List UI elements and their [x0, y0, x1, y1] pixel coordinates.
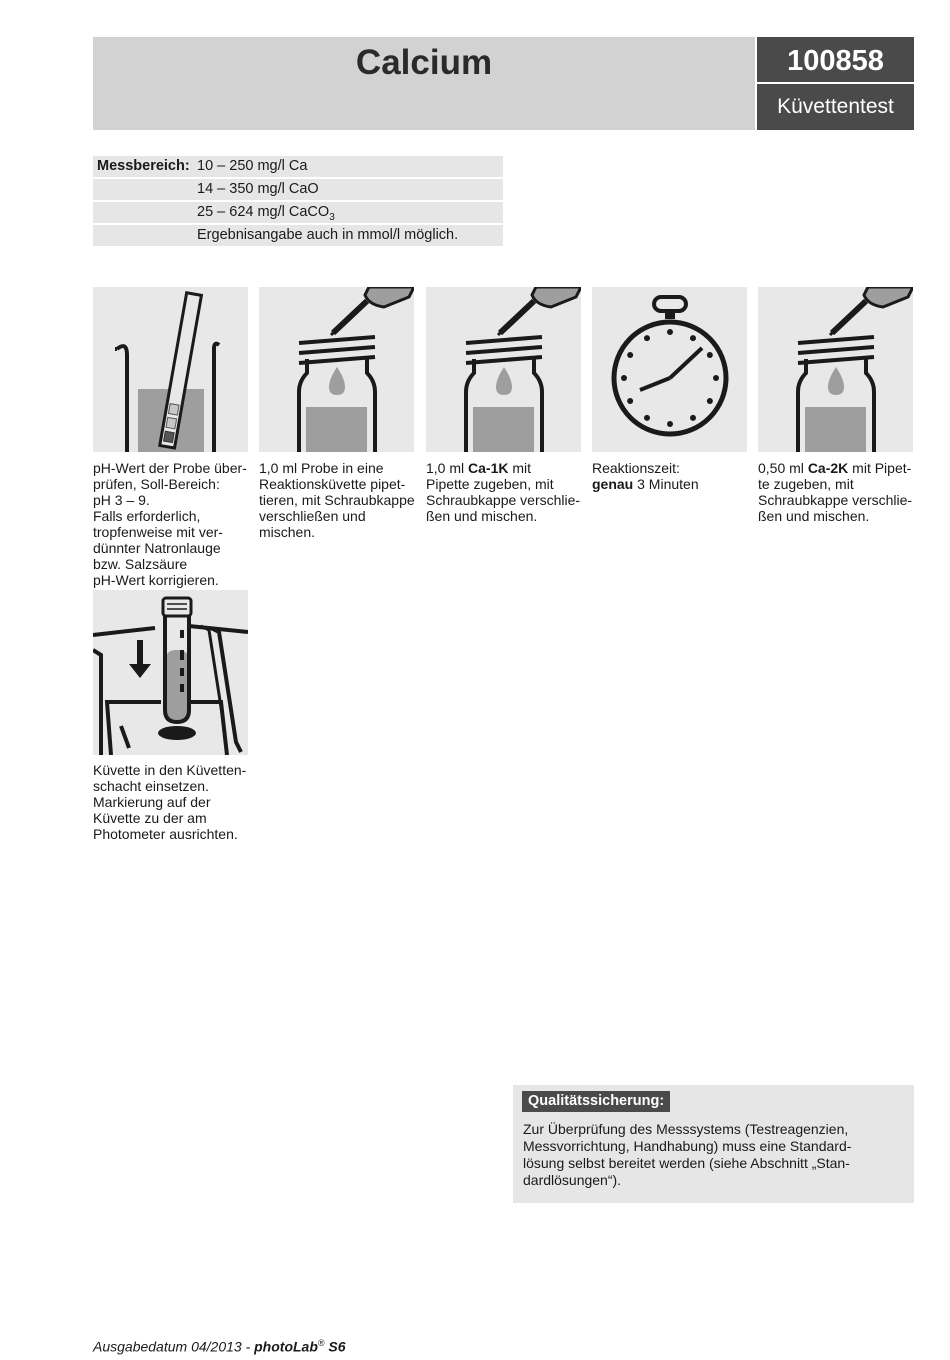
stopwatch-tick [644, 335, 650, 341]
range-value: 10 – 250 mg/l Ca [197, 158, 308, 174]
stopwatch-tick [627, 398, 633, 404]
quality-assurance-box [513, 1085, 914, 1203]
cuvette-pipette-illustration [758, 287, 913, 452]
step-6-text: Küvette in den Küvetten- schacht einsetzen. Markierung auf der Küvette zu der am Photometer ausrichten. [93, 762, 247, 842]
step-2-text: 1,0 ml Probe in eine Reaktionsküvette pipet- tieren, mit Schraubkappe verschließen und mischen. [259, 460, 415, 540]
range-row [93, 156, 503, 177]
stopwatch-tick [667, 329, 673, 335]
test-type-label: Küvettentest [757, 84, 914, 130]
range-row [93, 202, 503, 223]
article-number: 100858 [757, 37, 914, 82]
stopwatch-illustration [592, 287, 747, 452]
range-value: Ergebnisangabe auch in mmol/l möglich. [197, 227, 459, 243]
stopwatch-tick [621, 375, 627, 381]
stopwatch-tick [667, 421, 673, 427]
quality-assurance-title: Qualitätssicherung: [522, 1091, 670, 1112]
step-3-text: 1,0 ml Ca-1K mit Pipette zugeben, mit Schraubkappe verschlie- ßen und mischen. [426, 460, 581, 524]
quality-assurance-text: Zur Überprüfung des Messsystems (Testreagenzien, Messvorrichtung, Handhabung) muss eine Standard- lösung selbst bereitet werden (siehe Abschnitt „Stan- dardlösungen“). [523, 1121, 852, 1188]
step-1-text: pH-Wert der Probe über- prüfen, Soll-Bereich: pH 3 – 9. Falls erforderlich, tropfenweise mit ver- dünnter Natronlauge bzw. Salzsäure pH-Wert korrigieren. [93, 460, 247, 588]
stopwatch-tick [707, 398, 713, 404]
stopwatch-tick [707, 352, 713, 358]
page-title: Calcium [355, 43, 493, 82]
step-5-text: 0,50 ml Ca-2K mit Pipet- te zugeben, mit Schraubkappe verschlie- ßen und mischen. [758, 460, 913, 524]
range-row [93, 225, 503, 246]
stopwatch-tick [690, 335, 696, 341]
header-title-bar [93, 37, 755, 130]
beaker-ph-strip-illustration [93, 287, 248, 452]
range-value: 25 – 624 mg/l CaCO$_3$ [197, 204, 335, 223]
range-row [93, 179, 503, 200]
cuvette-insert-photometer-illustration [93, 590, 248, 755]
range-label: Messbereich: [97, 158, 190, 174]
footer: Ausgabedatum 04/2013 - photoLab® S6 [93, 1338, 346, 1355]
range-value: 14 – 350 mg/l CaO [197, 181, 319, 197]
stopwatch-tick [713, 375, 719, 381]
stopwatch-tick [690, 415, 696, 421]
step-4-text: Reaktionszeit: genau 3 Minuten [592, 460, 699, 492]
stopwatch-tick [644, 415, 650, 421]
stopwatch-tick [627, 352, 633, 358]
cuvette-pipette-illustration [259, 287, 414, 452]
cuvette-pipette-illustration [426, 287, 581, 452]
